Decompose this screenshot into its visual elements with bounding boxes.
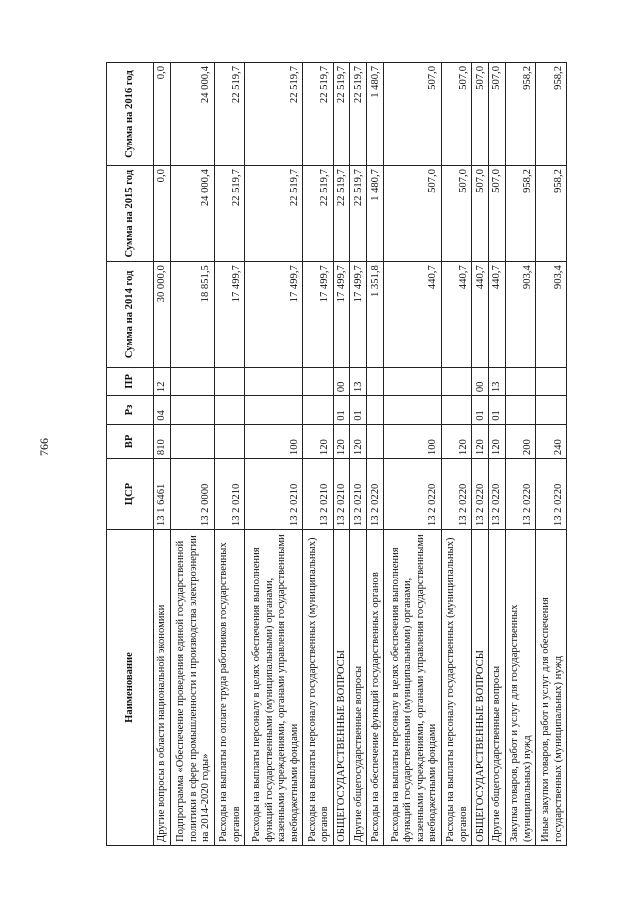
cell-vr: 810 [154,424,171,458]
cell-csr: 13 2 0210 [303,459,333,530]
cell-pr [303,367,333,396]
cell-csr: 13 2 0220 [384,459,442,530]
header-name: Наименование [107,530,154,846]
budget-table [106,62,567,846]
cell-csr: 13 2 0220 [489,459,506,530]
header-sum-2016: Сумма на 2016 год [107,63,154,166]
cell-sum-2014: 440,7 [489,262,506,367]
cell-sum-2016: 24 000,4 [170,63,214,166]
cell-sum-2015: 22 519,7 [245,166,303,262]
budget-table-container [106,62,567,846]
cell-name: ОБЩЕГОСУДАРСТВЕННЫЕ ВОПРОСЫ [333,530,350,846]
cell-sum-2015: 1 480,7 [367,166,384,262]
cell-sum-2015: 507,0 [489,166,506,262]
table-row [441,63,471,846]
cell-csr: 13 2 0220 [472,459,489,530]
cell-sum-2015: 24 000,4 [170,166,214,262]
cell-rz [441,396,471,425]
cell-name: Расходы на выплаты персоналу государственных (муниципальных) органов [441,530,471,846]
cell-sum-2015: 507,0 [441,166,471,262]
cell-name: Расходы на выплаты персоналу государственных (муниципальных) органов [303,530,333,846]
table-row [472,63,489,846]
cell-rz: 01 [333,396,350,425]
header-pr: ПР [107,367,154,396]
cell-rz [536,396,567,425]
cell-csr: 13 2 0210 [350,459,367,530]
cell-sum-2014: 17 499,7 [350,262,367,367]
cell-vr: 120 [489,424,506,458]
cell-sum-2015: 507,0 [472,166,489,262]
cell-sum-2016: 22 519,7 [303,63,333,166]
cell-name: Подпрограмма «Обеспечение проведения единой государственной политики в сфере промышленности и производства электроэнергии на 2014-2020 годы» [170,530,214,846]
cell-sum-2016: 507,0 [441,63,471,166]
cell-sum-2014: 903,4 [536,262,567,367]
cell-csr: 13 2 0210 [245,459,303,530]
cell-rz: 01 [350,396,367,425]
cell-rz [367,396,384,425]
header-sum-2015: Сумма на 2015 год [107,166,154,262]
cell-rz [303,396,333,425]
cell-vr: 120 [303,424,333,458]
cell-sum-2015: 22 519,7 [350,166,367,262]
cell-name: ОБЩЕГОСУДАРСТВЕННЫЕ ВОПРОСЫ [472,530,489,846]
cell-sum-2014: 17 499,7 [214,262,244,367]
cell-vr: 100 [245,424,303,458]
table-row [505,63,535,846]
cell-sum-2015: 22 519,7 [214,166,244,262]
cell-pr [384,367,442,396]
cell-vr: 120 [333,424,350,458]
cell-csr: 13 2 0220 [505,459,535,530]
table-row [536,63,567,846]
cell-sum-2014: 1 351,8 [367,262,384,367]
cell-vr: 200 [505,424,535,458]
cell-name: Иные закупки товаров, работ и услуг для обеспечения государственных (муниципальных) нужд [536,530,567,846]
cell-sum-2014: 17 499,7 [333,262,350,367]
cell-name: Расходы на выплаты персоналу в целях обеспечения выполнения функций государственными (муниципальными) органами, казенными учреждениями, органами управления государственными внебюджетными фондами [384,530,442,846]
cell-name: Закупка товаров, работ и услуг для государственных (муниципальных) нужд [505,530,535,846]
cell-name: Другие вопросы в области национальной экономики [154,530,171,846]
header-sum-2014: Сумма на 2014 год [107,262,154,367]
header-csr: ЦСР [107,459,154,530]
cell-name: Расходы на выплаты по оплате труда работников государственных органов [214,530,244,846]
cell-pr: 13 [350,367,367,396]
cell-vr [170,424,214,458]
cell-sum-2016: 507,0 [472,63,489,166]
cell-sum-2016: 0,0 [154,63,171,166]
cell-sum-2016: 958,2 [505,63,535,166]
cell-rz [384,396,442,425]
cell-rz [170,396,214,425]
cell-vr: 100 [384,424,442,458]
cell-vr: 240 [536,424,567,458]
cell-name: Другие общегосударственные вопросы [489,530,506,846]
cell-pr [536,367,567,396]
table-row [489,63,506,846]
cell-sum-2015: 22 519,7 [303,166,333,262]
cell-csr: 13 2 0210 [333,459,350,530]
cell-sum-2015: 507,0 [384,166,442,262]
cell-sum-2014: 17 499,7 [245,262,303,367]
cell-pr [505,367,535,396]
cell-sum-2016: 22 519,7 [214,63,244,166]
cell-pr [367,367,384,396]
cell-name: Расходы на выплаты персоналу в целях обеспечения выполнения функций государственными (муниципальными) органами, казенными учреждениями, органами управления государственными внебюджетными фондами [245,530,303,846]
cell-vr [367,424,384,458]
cell-sum-2014: 440,7 [441,262,471,367]
cell-pr [245,367,303,396]
page-number: 766 [37,438,51,456]
cell-csr: 13 2 0220 [441,459,471,530]
cell-rz: 04 [154,396,171,425]
cell-sum-2016: 22 519,7 [333,63,350,166]
cell-rz [245,396,303,425]
table-row [367,63,384,846]
cell-pr: 00 [333,367,350,396]
header-rz: Рз [107,396,154,425]
cell-sum-2014: 30 000,0 [154,262,171,367]
cell-name: Другие общегосударственные вопросы [350,530,367,846]
table-row [333,63,350,846]
cell-rz: 01 [472,396,489,425]
cell-csr: 13 2 0220 [536,459,567,530]
table-body [154,63,567,846]
cell-sum-2016: 22 519,7 [350,63,367,166]
cell-sum-2016: 958,2 [536,63,567,166]
cell-sum-2014: 903,4 [505,262,535,367]
cell-pr [441,367,471,396]
table-row [154,63,171,846]
cell-pr [170,367,214,396]
cell-rz [505,396,535,425]
cell-sum-2015: 958,2 [505,166,535,262]
cell-sum-2014: 440,7 [384,262,442,367]
cell-vr: 120 [472,424,489,458]
cell-sum-2014: 440,7 [472,262,489,367]
cell-sum-2016: 507,0 [489,63,506,166]
cell-sum-2015: 0,0 [154,166,171,262]
cell-pr: 12 [154,367,171,396]
cell-vr: 120 [350,424,367,458]
cell-csr: 13 2 0210 [214,459,244,530]
cell-vr: 120 [441,424,471,458]
cell-sum-2016: 22 519,7 [245,63,303,166]
cell-sum-2014: 17 499,7 [303,262,333,367]
cell-sum-2015: 958,2 [536,166,567,262]
cell-pr [214,367,244,396]
cell-csr: 13 1 6461 [154,459,171,530]
cell-sum-2016: 1 480,7 [367,63,384,166]
cell-csr: 13 2 0000 [170,459,214,530]
cell-name: Расходы на обеспечение функций государственных органов [367,530,384,846]
cell-sum-2014: 18 851,5 [170,262,214,367]
cell-vr [214,424,244,458]
table-row [303,63,333,846]
table-row [384,63,442,846]
table-header-row [107,63,154,846]
table-row [170,63,214,846]
table-row [214,63,244,846]
cell-pr: 00 [472,367,489,396]
cell-rz: 01 [489,396,506,425]
cell-sum-2015: 22 519,7 [333,166,350,262]
cell-sum-2016: 507,0 [384,63,442,166]
cell-rz [214,396,244,425]
cell-pr: 13 [489,367,506,396]
table-row [245,63,303,846]
header-vr: ВР [107,424,154,458]
cell-csr: 13 2 0220 [367,459,384,530]
table-row [350,63,367,846]
